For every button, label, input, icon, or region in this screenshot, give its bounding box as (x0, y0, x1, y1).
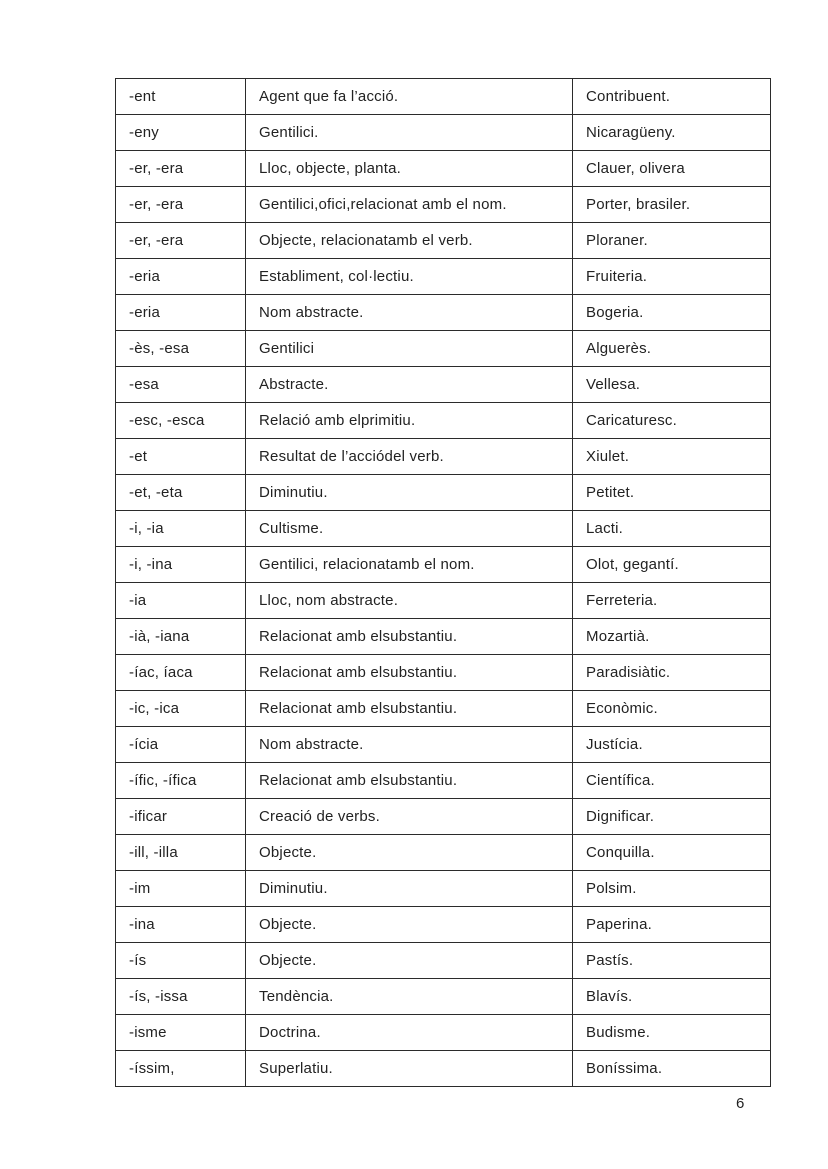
suffix-cell: -ificar (116, 799, 246, 835)
table-row (116, 547, 771, 583)
example-cell: Clauer, olivera (573, 151, 771, 187)
suffix-cell: -er, -era (116, 223, 246, 259)
meaning-cell: Abstracte. (246, 367, 573, 403)
meaning-cell: Relacionat amb elsubstantiu. (246, 691, 573, 727)
table-row (116, 259, 771, 295)
page-number: 6 (736, 1095, 745, 1112)
meaning-cell: Objecte. (246, 943, 573, 979)
example-cell: Caricaturesc. (573, 403, 771, 439)
suffix-cell: -ífic, -ífica (116, 763, 246, 799)
meaning-cell: Establiment, col·lectiu. (246, 259, 573, 295)
example-cell: Porter, brasiler. (573, 187, 771, 223)
example-cell: Olot, gegantí. (573, 547, 771, 583)
example-cell: Xiulet. (573, 439, 771, 475)
table-row (116, 979, 771, 1015)
example-cell: Boníssima. (573, 1051, 771, 1087)
table-row (116, 871, 771, 907)
suffix-cell: -íac, íaca (116, 655, 246, 691)
meaning-cell: Lloc, objecte, planta. (246, 151, 573, 187)
suffix-cell: -esa (116, 367, 246, 403)
table-row (116, 367, 771, 403)
example-cell: Econòmic. (573, 691, 771, 727)
example-cell: Blavís. (573, 979, 771, 1015)
example-cell: Fruiteria. (573, 259, 771, 295)
example-cell: Petitet. (573, 475, 771, 511)
suffix-cell: -ís, -issa (116, 979, 246, 1015)
example-cell: Dignificar. (573, 799, 771, 835)
example-cell: Paperina. (573, 907, 771, 943)
meaning-cell: Gentilici (246, 331, 573, 367)
suffix-cell: -ill, -illa (116, 835, 246, 871)
table-row (116, 907, 771, 943)
table-row (116, 763, 771, 799)
suffix-cell: -i, -ia (116, 511, 246, 547)
suffix-cell: -ià, -iana (116, 619, 246, 655)
meaning-cell: Agent que fa l’acció. (246, 79, 573, 115)
meaning-cell: Relacionat amb elsubstantiu. (246, 619, 573, 655)
suffix-cell: -ina (116, 907, 246, 943)
table-row (116, 439, 771, 475)
suffix-cell: -ès, -esa (116, 331, 246, 367)
example-cell: Contribuent. (573, 79, 771, 115)
meaning-cell: Gentilici. (246, 115, 573, 151)
meaning-cell: Nom abstracte. (246, 727, 573, 763)
example-cell: Paradisiàtic. (573, 655, 771, 691)
table-row (116, 799, 771, 835)
example-cell: Vellesa. (573, 367, 771, 403)
meaning-cell: Creació de verbs. (246, 799, 573, 835)
meaning-cell: Diminutiu. (246, 871, 573, 907)
example-cell: Pastís. (573, 943, 771, 979)
meaning-cell: Relacionat amb elsubstantiu. (246, 655, 573, 691)
table-row (116, 187, 771, 223)
meaning-cell: Relacionat amb elsubstantiu. (246, 763, 573, 799)
table-row (116, 727, 771, 763)
example-cell: Nicaragüeny. (573, 115, 771, 151)
example-cell: Alguerès. (573, 331, 771, 367)
suffix-cell: -im (116, 871, 246, 907)
suffix-cell: -ia (116, 583, 246, 619)
meaning-cell: Relació amb elprimitiu. (246, 403, 573, 439)
table-row (116, 655, 771, 691)
example-cell: Lacti. (573, 511, 771, 547)
table-row (116, 619, 771, 655)
suffix-cell: -esc, -esca (116, 403, 246, 439)
suffix-cell: -ícia (116, 727, 246, 763)
table-row (116, 835, 771, 871)
meaning-cell: Lloc, nom abstracte. (246, 583, 573, 619)
meaning-cell: Objecte, relacionatamb el verb. (246, 223, 573, 259)
example-cell: Conquilla. (573, 835, 771, 871)
suffix-cell: -ent (116, 79, 246, 115)
table-row (116, 151, 771, 187)
meaning-cell: Gentilici,ofici,relacionat amb el nom. (246, 187, 573, 223)
suffix-cell: -eria (116, 259, 246, 295)
meaning-cell: Diminutiu. (246, 475, 573, 511)
example-cell: Bogeria. (573, 295, 771, 331)
suffix-cell: -ic, -ica (116, 691, 246, 727)
table-row (116, 115, 771, 151)
meaning-cell: Objecte. (246, 835, 573, 871)
suffix-table-body (116, 79, 771, 1087)
suffix-cell: -isme (116, 1015, 246, 1051)
example-cell: Ploraner. (573, 223, 771, 259)
suffix-cell: -et (116, 439, 246, 475)
table-row (116, 1015, 771, 1051)
suffix-table (115, 78, 771, 1087)
example-cell: Polsim. (573, 871, 771, 907)
table-row (116, 691, 771, 727)
example-cell: Mozartià. (573, 619, 771, 655)
suffix-cell: -eny (116, 115, 246, 151)
table-row (116, 943, 771, 979)
table-row (116, 403, 771, 439)
suffix-cell: -íssim, (116, 1051, 246, 1087)
table-row (116, 331, 771, 367)
suffix-cell: -er, -era (116, 151, 246, 187)
table-row (116, 583, 771, 619)
table-row (116, 1051, 771, 1087)
meaning-cell: Gentilici, relacionatamb el nom. (246, 547, 573, 583)
example-cell: Budisme. (573, 1015, 771, 1051)
example-cell: Científica. (573, 763, 771, 799)
table-row (116, 79, 771, 115)
example-cell: Ferreteria. (573, 583, 771, 619)
meaning-cell: Tendència. (246, 979, 573, 1015)
suffix-cell: -ís (116, 943, 246, 979)
meaning-cell: Doctrina. (246, 1015, 573, 1051)
table-row (116, 511, 771, 547)
suffix-cell: -i, -ina (116, 547, 246, 583)
table-row (116, 295, 771, 331)
suffix-cell: -et, -eta (116, 475, 246, 511)
example-cell: Justícia. (573, 727, 771, 763)
meaning-cell: Cultisme. (246, 511, 573, 547)
meaning-cell: Objecte. (246, 907, 573, 943)
meaning-cell: Superlatiu. (246, 1051, 573, 1087)
suffix-cell: -er, -era (116, 187, 246, 223)
meaning-cell: Resultat de l’acciódel verb. (246, 439, 573, 475)
table-row (116, 475, 771, 511)
meaning-cell: Nom abstracte. (246, 295, 573, 331)
suffix-cell: -eria (116, 295, 246, 331)
table-row (116, 223, 771, 259)
